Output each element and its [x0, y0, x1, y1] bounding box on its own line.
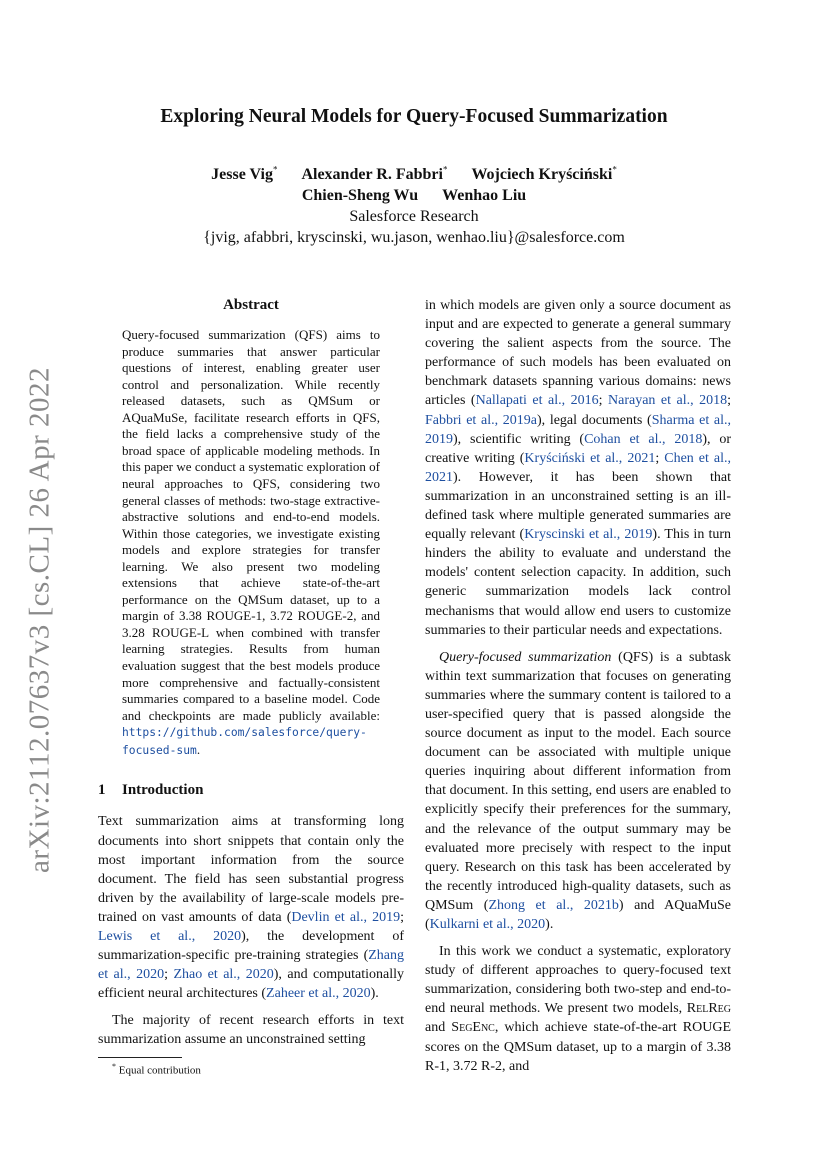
text-run: and	[425, 1020, 452, 1036]
citation-link[interactable]: Cohan et al., 2018	[584, 431, 703, 447]
author-emails: {jvig, afabbri, kryscinski, wu.jason, wenhao.liu}@salesforce.com	[203, 229, 625, 247]
arxiv-identifier-text: arXiv:2112.07637v3 [cs.CL] 26 Apr 2022	[23, 366, 56, 874]
model-name: RelReg	[686, 1001, 731, 1017]
text-run: In this work we conduct a systematic, exploratory study of different approaches to query-focused text summarization, considering both two-step and end-to-end neural methods. We present two models,	[425, 944, 731, 1017]
left-column	[98, 296, 404, 1050]
code-repository-link[interactable]: https://github.com/salesforce/query-focused-sum	[122, 726, 367, 757]
citation-link[interactable]: Chen et al., 2021	[425, 450, 732, 485]
footnote-mark: *	[112, 1062, 116, 1071]
intro-paragraph-2-start: The majority of recent research efforts in text summarization assume an unconstrained setting	[98, 1013, 404, 1048]
author-name-text: Jesse Vig	[211, 166, 273, 184]
text-run: ). However, it has been shown that summarization in an unconstrained setting is an ill-defined task where multiple generated summaries are equally relevant (	[425, 469, 731, 543]
author-name-text: Alexander R. Fabbri	[301, 166, 443, 184]
text-run: ), scientific writing (	[453, 431, 585, 447]
intro-paragraph-3	[425, 648, 731, 934]
text-run: ), and computationally efficient neural architectures (	[98, 967, 404, 1002]
author-block	[96, 160, 732, 248]
text-run: ) and AQuaMuSe (	[425, 897, 731, 932]
text-run: ), legal documents (	[536, 412, 652, 428]
text-run: ;	[164, 967, 174, 983]
citation-link[interactable]: Zhang et al., 2020	[98, 948, 404, 983]
author-row-2	[96, 185, 732, 206]
citation-link[interactable]: Sharma et al., 2019	[425, 412, 731, 447]
citation-link[interactable]: Lewis et al., 2020	[98, 928, 242, 944]
author-name: Wenhao Liu	[442, 187, 527, 205]
footnote-text: Equal contribution	[116, 1064, 201, 1077]
equal-contribution-mark: *	[442, 165, 448, 175]
author-name: Chien-Sheng Wu	[301, 187, 419, 205]
citation-link[interactable]: Kryściński et al., 2021	[524, 450, 656, 466]
arxiv-identifier	[20, 360, 60, 880]
citation-link[interactable]: Kryscinski et al., 2019	[524, 527, 653, 543]
text-run: ).	[545, 917, 554, 932]
affiliation: Salesforce Research	[349, 208, 479, 226]
text-run: ;	[598, 393, 608, 409]
section-number: 1	[98, 782, 106, 799]
text-run: ).	[370, 986, 379, 1002]
text-run: (QFS) is a subtask within text summarization that focuses on generating summaries where the summary content is tailored to a user-specified query that is passed alongside the source document as input to the model. Each source document can be associated with multiple unique queries inquiring about different information from that document. In this setting, end users are enabled to explicitly specify their preferences for the summary, and the relevance of the output summary may be evaluated more precisely with respect to the input query. Research on this task has been accelerated by the recently introduced high-quality datasets, such as QMSum (	[425, 649, 731, 913]
italic-term: Query-focused summarization	[439, 649, 612, 665]
intro-paragraph-2-continued	[425, 296, 731, 640]
citation-link[interactable]: Zhong et al., 2021b	[488, 897, 619, 913]
abstract-text	[98, 327, 404, 759]
citation-link[interactable]: Nallapati et al., 2016	[475, 393, 599, 409]
text-run: ;	[400, 909, 404, 925]
abstract-heading: Abstract	[223, 297, 279, 313]
footnote-divider	[98, 1057, 182, 1058]
text-run: ), or creative writing (	[425, 431, 732, 466]
paper-title: Exploring Neural Models for Query-Focused Summarization	[160, 106, 668, 127]
section-title: Introduction	[122, 782, 204, 799]
citation-link[interactable]: Devlin et al., 2019	[291, 909, 401, 925]
abstract-end: .	[196, 741, 201, 757]
author-name	[471, 166, 616, 183]
model-name: SegEnc	[451, 1020, 495, 1036]
section-heading-introduction	[98, 781, 404, 800]
text-run: ). This in turn hinders the ability to evaluate and understand the models' content selection capacity. In addition, such generic summarization models lack control mechanisms that would allow end users to customize summaries to their particular needs and expectations.	[425, 527, 731, 638]
intro-paragraph-1	[98, 812, 404, 1003]
citation-link[interactable]: Narayan et al., 2018	[608, 393, 728, 409]
equal-contribution-mark: *	[272, 165, 278, 175]
footnote	[112, 1062, 201, 1077]
intro-paragraph-4	[425, 942, 731, 1076]
citation-link[interactable]: Zaheer et al., 2020	[266, 986, 371, 1002]
author-name	[211, 166, 277, 183]
abstract-body: Query-focused summarization (QFS) aims to produce summaries that answer particular questions of interest, enabling greater user control and personalization. While recently released datasets, such as QMSum or AQuaMuSe, facilitate research efforts in QFS, the field lacks a comprehensive study of the broad space of applicable modeling methods. In this paper we conduct a systematic exploration of neural approaches to QFS, considering two general classes of methods: two-stage extractive-abstractive solutions and end-to-end models. Within those categories, we investigate existing models and explore strategies for transfer learning. We also present two modeling extensions that achieve state-of-the-art performance on the QMSum dataset, up to a margin of 3.38 ROUGE-1, 3.72 ROUGE-2, and 3.28 ROUGE-L when combined with transfer learning strategies. Results from human evaluation suggest that the best models produce more comprehensive and factually-consistent summaries compared to a baseline model. Code and checkpoints are made publicly available:	[122, 327, 380, 723]
text-run: ;	[655, 450, 665, 466]
citation-link[interactable]: Zhao et al., 2020	[173, 967, 274, 983]
text-run: ), the development of summarization-specific pre-training strategies (	[98, 928, 404, 964]
author-row-1	[96, 160, 732, 185]
citation-link[interactable]: Fabbri et al., 2019a	[425, 412, 537, 428]
equal-contribution-mark: *	[612, 165, 617, 175]
text-run: Text summarization aims at transforming long documents into short snippets that contain only the most important information from the source document. The field has seen substantial progress driven by the availability of large-scale models pre-trained on vast amounts of data (	[98, 814, 404, 925]
text-run: , which achieve state-of-the-art ROUGE scores on the QMSum dataset, up to a margin of 3.38 R-1, 3.72 R-2, and	[425, 1020, 731, 1074]
text-run: in which models are given only a source document as input and are expected to generate a general summary covering the salient aspects from the source. The performance of such models has been evaluated on benchmark datasets spanning various domains: news articles (	[425, 298, 731, 409]
author-name	[301, 166, 447, 183]
citation-link[interactable]: Kulkarni et al., 2020	[429, 917, 546, 932]
author-name-text: Wojciech Kryściński	[471, 166, 613, 184]
right-column	[425, 296, 731, 1076]
text-run: ;	[727, 393, 731, 409]
